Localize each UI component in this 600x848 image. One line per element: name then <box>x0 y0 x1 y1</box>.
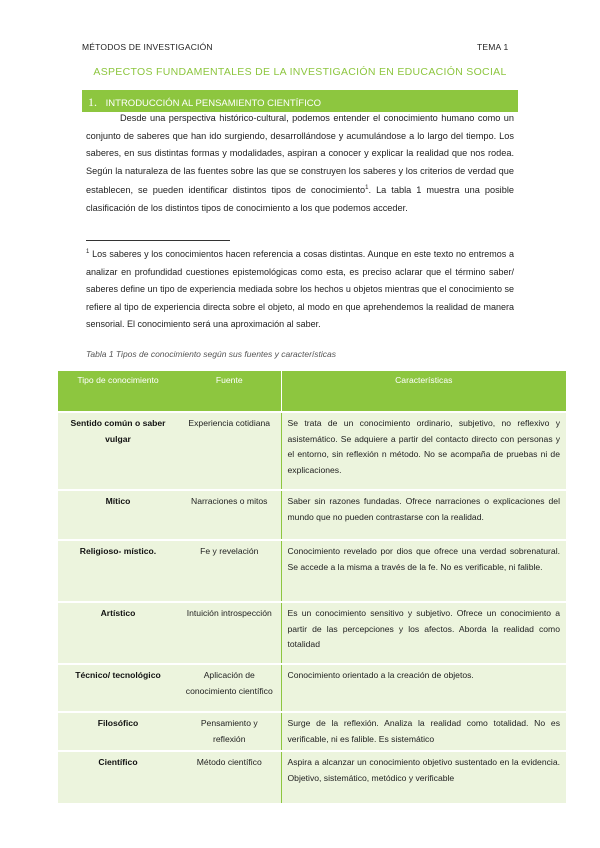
table-row <box>58 664 566 712</box>
footnote <box>86 244 514 334</box>
cell-fuente: Pensamiento y reflexión <box>178 712 281 751</box>
section-label: INTRODUCCIÓN AL PENSAMIENTO CIENTÍFICO <box>105 98 321 109</box>
intro-text-end: . La tabla 1 muestra una posible clasificación de los distintos tipos de conocimiento a los que podemos acceder. <box>86 185 514 213</box>
knowledge-types-table <box>58 371 566 803</box>
table-row <box>58 412 566 490</box>
cell-tipo: Mítico <box>58 490 178 540</box>
cell-caracteristicas: Conocimiento orientado a la creación de objetos. <box>281 664 566 712</box>
cell-fuente: Método científico <box>178 751 281 803</box>
cell-fuente: Aplicación de conocimiento científico <box>178 664 281 712</box>
footnote-number: 1 <box>86 249 90 255</box>
footnote-divider <box>86 240 230 241</box>
document-title: ASPECTOS FUNDAMENTALES DE LA INVESTIGACIÓN EN EDUCACIÓN SOCIAL <box>93 66 507 78</box>
footnote-text: Los saberes y los conocimientos hacen referencia a cosas distintas. Aunque en este texto no entremos a analizar en profundidad cuestiones epistemológicas como esta, es preciso aclarar que el término saber/ saberes define un tipo de experiencia mediada sobre los hechos u objetos mientras que el conocimiento se refiere al tipo de experiencia directa sobre el objeto, al modo en que aprehendemos la realidad de manera sensorial. El conocimiento será una aproximación al saber. <box>86 249 514 329</box>
cell-fuente: Narraciones o mitos <box>178 490 281 540</box>
section-heading <box>82 90 518 112</box>
cell-tipo: Artístico <box>58 602 178 664</box>
cell-tipo: Filosófico <box>58 712 178 751</box>
cell-caracteristicas: Saber sin razones fundadas. Ofrece narraciones o explicaciones del mundo que no pueden contrastarse con la realidad. <box>281 490 566 540</box>
cell-caracteristicas: Es un conocimiento sensitivo y subjetivo. Ofrece un conocimiento a partir de las percepciones y los afectos. Aborda la realidad como totalidad <box>281 602 566 664</box>
cell-tipo: Sentido común o saber vulgar <box>58 412 178 490</box>
table-row <box>58 490 566 540</box>
cell-caracteristicas: Conocimiento revelado por dios que ofrece una verdad sobrenatural. Se accede a la misma a través de la fe. No es verificable, ni falible. <box>281 540 566 602</box>
table-row <box>58 751 566 803</box>
cell-tipo: Técnico/ tecnológico <box>58 664 178 712</box>
cell-fuente: Fe y revelación <box>178 540 281 602</box>
cell-caracteristicas: Se trata de un conocimiento ordinario, subjetivo, no reflexivo y asistemático. Se adquiere a partir del contacto directo con personas y el entorno, sin reflexión n método. No se acompaña de pruebas ni de explicaciones. <box>281 412 566 490</box>
section-number: 1. <box>88 95 97 109</box>
cell-caracteristicas: Aspira a alcanzar un conocimiento objetivo sustentado en la evidencia. Objetivo, sistemático, metódico y verificable <box>281 751 566 803</box>
intro-paragraph <box>86 110 514 217</box>
cell-fuente: Intuición introspección <box>178 602 281 664</box>
cell-tipo: Religioso- místico. <box>58 540 178 602</box>
table-row <box>58 712 566 751</box>
table-caption: Tabla 1 Tipos de conocimiento según sus fuentes y características <box>86 349 337 359</box>
header-caracteristicas: Características <box>281 371 566 412</box>
cell-caracteristicas: Surge de la reflexión. Analiza la realidad como totalidad. No es verificable, ni es falible. Es sistemático <box>281 712 566 751</box>
intro-text: Desde una perspectiva histórico-cultural, podemos entender el conocimiento humano como un conjunto de saberes que han ido surgiendo, desarrollándose y acumulándose a lo largo del tiempo. Los saberes, en sus distintas formas y modalidades, aspiran a conocer y explicar la realidad que nos rodea. Según la naturaleza de las fuentes sobre las que se construyen los saberes y los criterios de verdad que establecen, se pueden identificar distintos tipos de conocimiento <box>86 113 514 196</box>
header-tipo: Tipo de conocimiento <box>58 371 178 412</box>
table-row <box>58 540 566 602</box>
cell-tipo: Científico <box>58 751 178 803</box>
table-row <box>58 602 566 664</box>
running-header-right: TEMA 1 <box>477 42 509 52</box>
cell-fuente: Experiencia cotidiana <box>178 412 281 490</box>
running-header-left: MÉTODOS DE INVESTIGACIÓN <box>82 42 213 52</box>
header-fuente: Fuente <box>178 371 281 412</box>
footnote-ref[interactable]: 1 <box>365 185 369 191</box>
